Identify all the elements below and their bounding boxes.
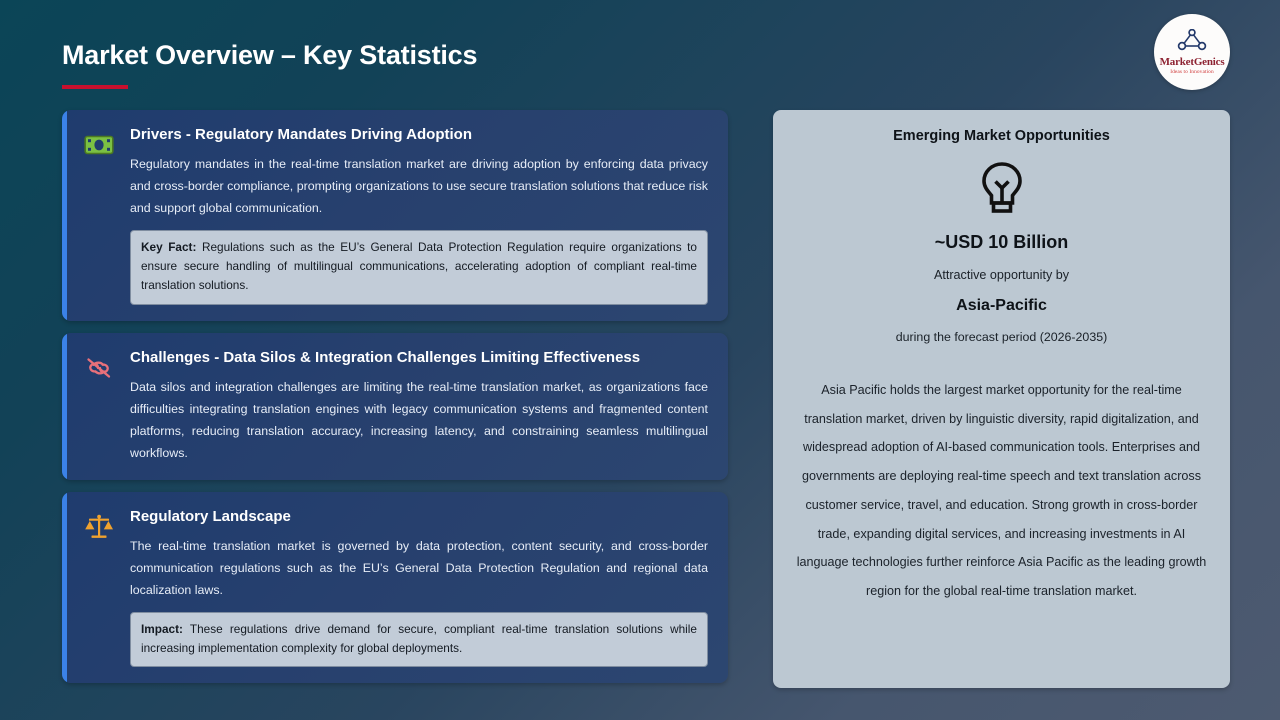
lightbulb-icon (975, 160, 1029, 218)
card-content (130, 508, 708, 601)
page-title: Market Overview – Key Statistics (62, 40, 478, 70)
impact-callout (130, 612, 708, 667)
card-content (130, 126, 708, 219)
emerging-opportunities-panel (773, 110, 1230, 688)
card-header (82, 126, 708, 219)
card-title: Challenges - Data Silos & Integration Challenges Limiting Effectiveness (130, 348, 641, 366)
broken-link-icon (82, 351, 116, 385)
logo-tagline: Ideas to Innovation (1170, 69, 1214, 75)
callout-text: Regulations such as the EU’s General Data Protection Regulation require organizations to ensure secure handling of multilingual communications, accelerating adoption of compliant real-time translation solutions. (141, 240, 697, 293)
card-description: The real-time translation market is governed by data protection, content security, and cross-border communication regulations such as the EU’s General Data Protection Regulation and regional data localization laws. (130, 538, 708, 598)
card-description: Data silos and integration challenges are limiting the real-time translation market, as organizations face difficulties integrating translation engines with legacy communication systems and fragmented content platforms, reducing translation accuracy, increasing latency, and constraining seamless multilingual workflows. (130, 379, 708, 460)
network-nodes-icon (1177, 29, 1207, 56)
card-drivers (62, 110, 728, 321)
card-content (130, 349, 708, 464)
key-fact-callout (130, 230, 708, 304)
card-title: Regulatory Landscape (130, 507, 291, 525)
forecast-period: during the forecast period (2026-2035) (895, 330, 1108, 344)
leading-region: Asia-Pacific (956, 297, 1047, 314)
insight-cards-column (62, 110, 728, 695)
market-value: ~USD 10 Billion (934, 232, 1069, 252)
callout-text: These regulations drive demand for secure, compliant real-time translation solutions while increasing implementation complexity for global deployments. (141, 622, 697, 656)
panel-title: Emerging Market Opportunities (893, 128, 1110, 144)
callout-label: Key Fact: (141, 240, 197, 255)
banknote-icon (82, 128, 116, 162)
card-regulatory-landscape (62, 492, 728, 683)
card-challenges (62, 333, 728, 480)
card-header (82, 508, 708, 601)
opportunity-subtitle: Attractive opportunity by (933, 268, 1070, 282)
card-header (82, 349, 708, 464)
card-title: Drivers - Regulatory Mandates Driving Adoption (130, 126, 472, 143)
card-description: Regulatory mandates in the real-time translation market are driving adoption by enforcing data privacy and cross-border compliance, prompting organizations to use secure translation solutions that reduce risk and support global communication. (130, 157, 708, 216)
panel-paragraph: Asia Pacific holds the largest market opportunity for the real-time translation market, driven by linguistic diversity, rapid digitalization, and widespread adoption of AI-based communication tools. Enterprises and governments are deploying real-time speech and text translation across customer service, travel, and education. Strong growth in cross-border trade, expanding digital services, and increasing investments in AI language technologies further reinforce Asia Pacific as the leading growth region for the global real-time translation market. (796, 383, 1207, 598)
scales-of-justice-icon (82, 510, 116, 544)
company-logo (1154, 14, 1230, 90)
callout-label: Impact: (141, 622, 183, 637)
logo-name: MarketGenics (1159, 56, 1225, 68)
title-underline-accent (62, 85, 128, 89)
